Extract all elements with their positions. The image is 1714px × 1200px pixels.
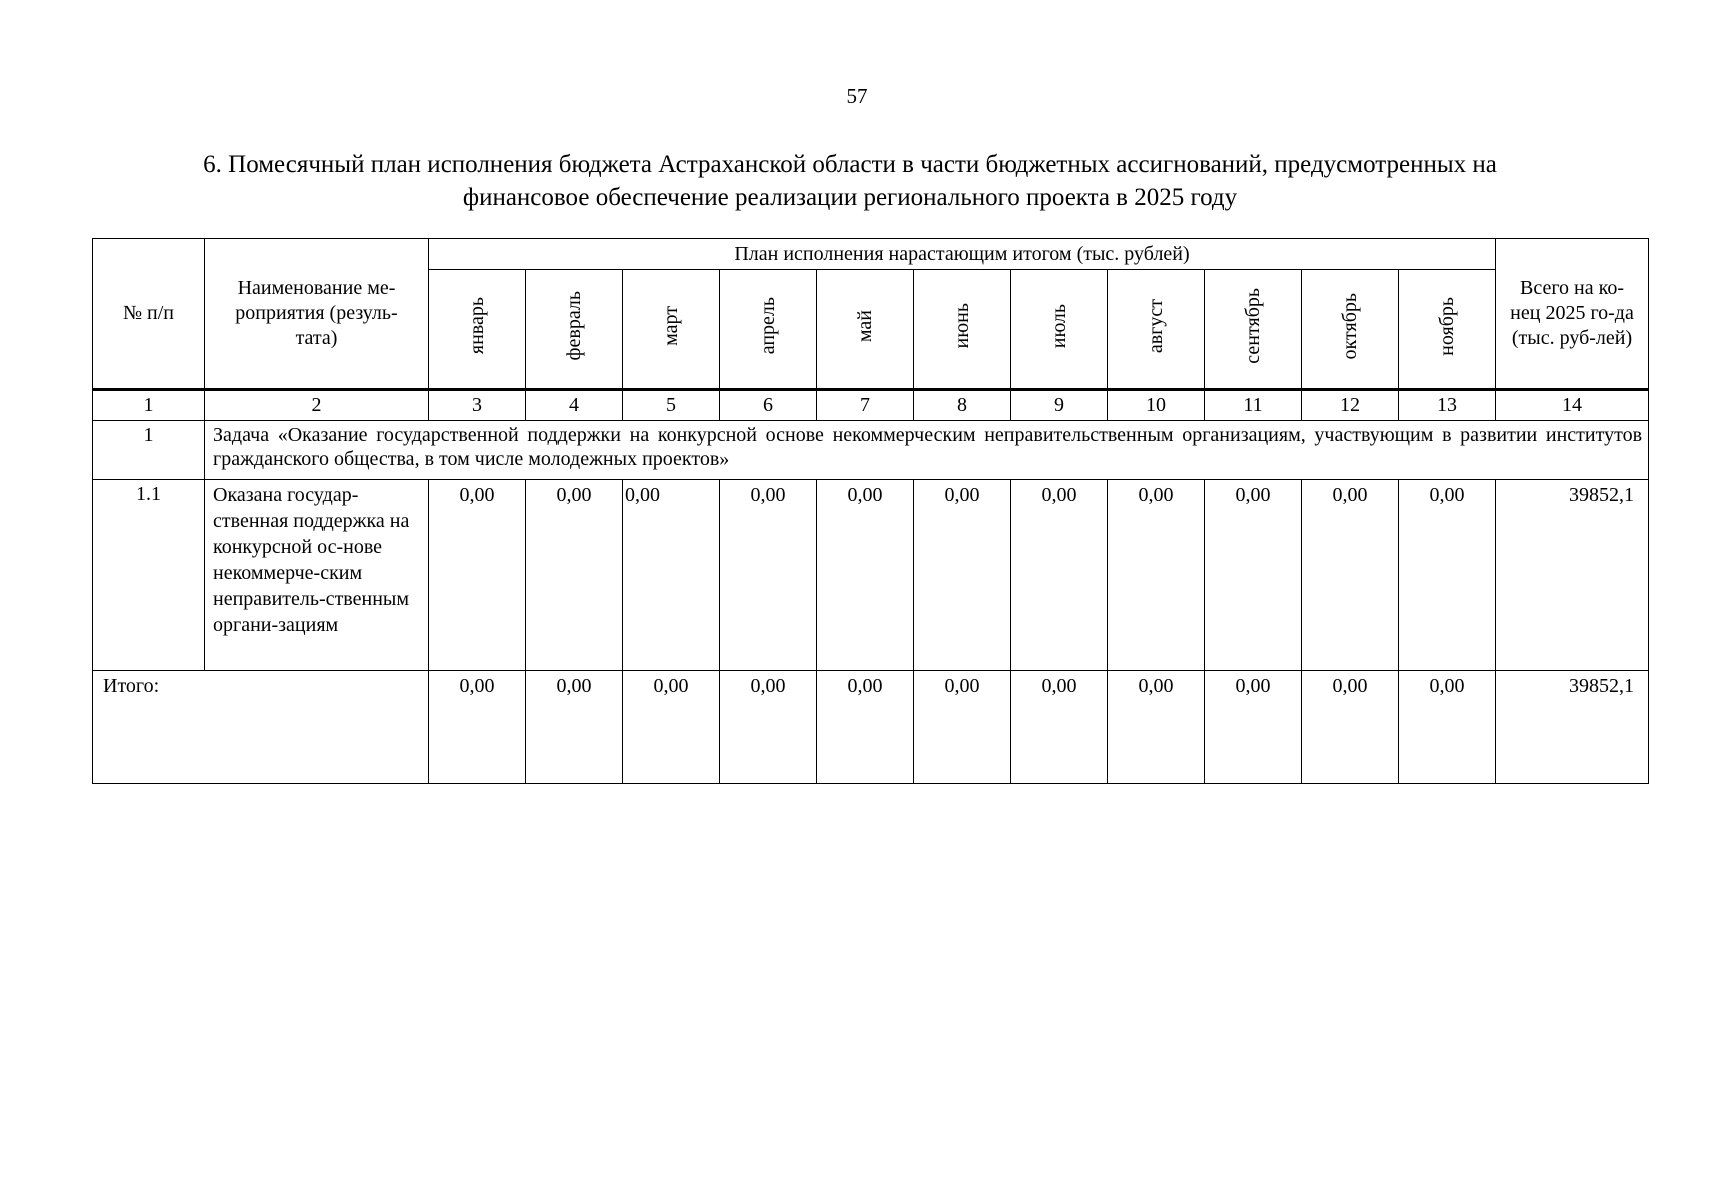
column-number: 3 (429, 390, 526, 421)
item-name: Оказана государ-ственная поддержка на конкурсной ос-нове некоммерче-ским неправитель-ственным органи-зациям (205, 480, 429, 671)
page-number: 57 (846, 84, 868, 108)
item-number: 1.1 (93, 480, 205, 671)
total-value: 0,00 (429, 671, 526, 784)
total-row (93, 671, 1649, 784)
total-value: 0,00 (720, 671, 817, 784)
budget-plan-table (92, 238, 1649, 784)
month-header: ноябрь (1399, 270, 1496, 390)
item-value: 0,00 (1205, 480, 1302, 671)
item-value: 0,00 (1108, 480, 1205, 671)
item-value: 0,00 (1399, 480, 1496, 671)
month-header: август (1108, 270, 1205, 390)
item-value: 0,00 (1011, 480, 1108, 671)
column-number: 8 (914, 390, 1011, 421)
item-value: 0,00 (817, 480, 914, 671)
column-number-row (93, 390, 1649, 421)
item-value: 0,00 (1302, 480, 1399, 671)
total-value: 0,00 (914, 671, 1011, 784)
item-value: 0,00 (720, 480, 817, 671)
total-value: 0,00 (1011, 671, 1108, 784)
column-number: 11 (1205, 390, 1302, 421)
task-description: Задача «Оказание государственной поддержки на конкурсной основе некоммерческим неправительственным организациям, участвующим в развитии институтов гражданского общества, в том числе молодежных проектов» (205, 421, 1649, 480)
document-title (110, 148, 1590, 214)
total-value: 0,00 (817, 671, 914, 784)
month-header: май (817, 270, 914, 390)
item-value: 0,00 (429, 480, 526, 671)
month-header: январь (429, 270, 526, 390)
month-header: июнь (914, 270, 1011, 390)
title-line-1: 6. Помесячный план исполнения бюджета Астраханской области в части бюджетных ассигнований, предусмотренных на (203, 151, 1497, 178)
header-plan: План исполнения нарастающим итогом (тыс. рублей) (429, 239, 1496, 270)
header-num: № п/п (93, 239, 205, 390)
total-value: 0,00 (526, 671, 623, 784)
column-number: 2 (205, 390, 429, 421)
column-number: 10 (1108, 390, 1205, 421)
task-number: 1 (93, 421, 205, 480)
month-header: сентябрь (1205, 270, 1302, 390)
month-header: апрель (720, 270, 817, 390)
total-value: 0,00 (1302, 671, 1399, 784)
total-value: 0,00 (623, 671, 720, 784)
column-number: 13 (1399, 390, 1496, 421)
header-row-1 (93, 239, 1649, 270)
column-number: 6 (720, 390, 817, 421)
item-total: 39852,1 (1496, 480, 1649, 671)
header-total: Всего на ко-нец 2025 го-да (тыс. руб-лей) (1496, 239, 1649, 390)
column-number: 7 (817, 390, 914, 421)
item-value: 0,00 (526, 480, 623, 671)
column-number: 5 (623, 390, 720, 421)
task-row (93, 421, 1649, 480)
column-number: 12 (1302, 390, 1399, 421)
month-header: октябрь (1302, 270, 1399, 390)
table-row (93, 480, 1649, 671)
column-number: 14 (1496, 390, 1649, 421)
column-number: 4 (526, 390, 623, 421)
item-value: 0,00 (914, 480, 1011, 671)
column-number: 1 (93, 390, 205, 421)
total-value: 0,00 (1399, 671, 1496, 784)
title-line-2: финансовое обеспечение реализации регионального проекта в 2025 году (462, 184, 1238, 211)
total-value: 0,00 (1205, 671, 1302, 784)
month-header: февраль (526, 270, 623, 390)
header-name: Наименование ме-роприятия (резуль-тата) (205, 239, 429, 390)
item-value: 0,00 (623, 480, 720, 671)
column-number: 9 (1011, 390, 1108, 421)
total-label: Итого: (93, 671, 429, 784)
total-value: 0,00 (1108, 671, 1205, 784)
total-sum: 39852,1 (1496, 671, 1649, 784)
month-header: июль (1011, 270, 1108, 390)
month-header: март (623, 270, 720, 390)
